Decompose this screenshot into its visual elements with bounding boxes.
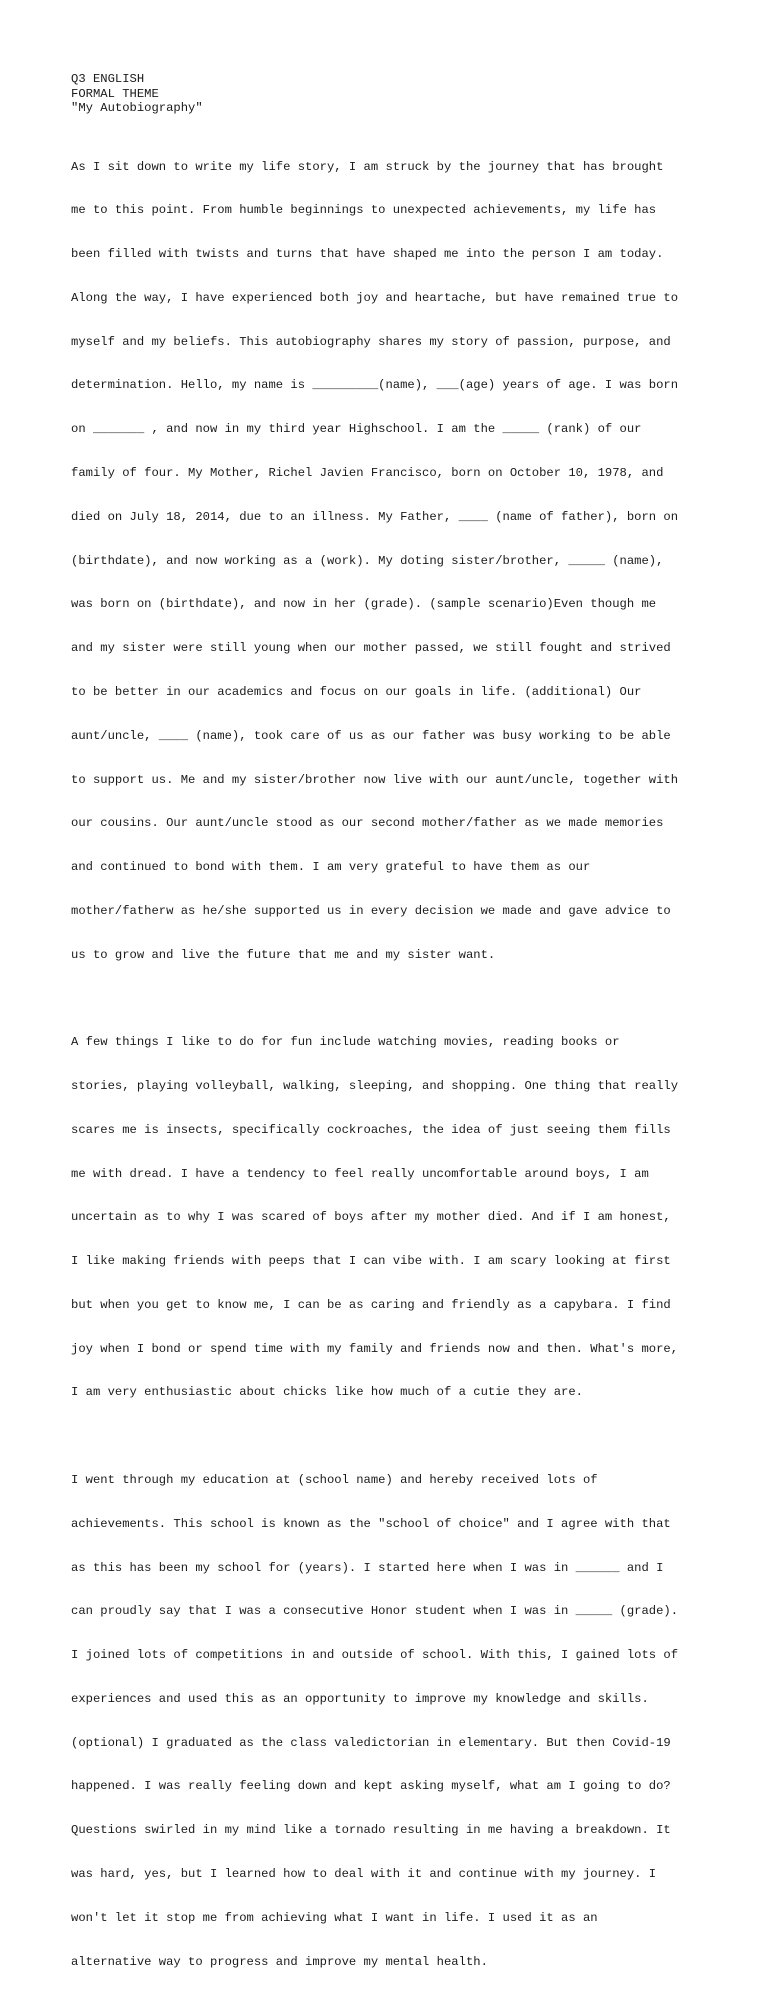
document-page — [71, 72, 711, 1998]
document-header — [71, 72, 711, 116]
text-line: me to this point. From humble beginnings to unexpected achievements, my life has — [71, 203, 657, 218]
paragraph-introduction — [71, 130, 711, 991]
text-line: uncertain as to why I was scared of boys after my mother died. And if I am honest, — [71, 1210, 671, 1225]
text-line: as this has been my school for (years). I started here when I was in ______ and I — [71, 1560, 664, 1575]
text-line: (optional) I graduated as the class valedictorian in elementary. But then Covid-19 — [71, 1735, 671, 1750]
text-line: experiences and used this as an opportunity to improve my knowledge and skills. — [71, 1691, 649, 1706]
text-line: to support us. Me and my sister/brother now live with our aunt/uncle, together with — [71, 772, 679, 787]
text-line: me with dread. I have a tendency to feel really uncomfortable around boys, I am — [71, 1166, 649, 1181]
text-line: happened. I was really feeling down and kept asking myself, what am I going to do? — [71, 1779, 671, 1794]
text-line: achievements. This school is known as the "school of choice" and I agree with that — [71, 1516, 671, 1531]
text-line: Along the way, I have experienced both joy and heartache, but have remained true to — [71, 290, 679, 305]
text-line: was hard, yes, but I learned how to deal with it and continue with my journey. I — [71, 1867, 657, 1882]
text-line: Questions swirled in my mind like a tornado resulting in me having a breakdown. It — [71, 1823, 671, 1838]
text-line: stories, playing volleyball, walking, sleeping, and shopping. One thing that really — [71, 1078, 679, 1093]
text-line: family of four. My Mother, Richel Javien Francisco, born on October 10, 1978, and — [71, 466, 664, 481]
text-line: been filled with twists and turns that have shaped me into the person I am today. — [71, 247, 664, 262]
text-line: and continued to bond with them. I am very grateful to have them as our — [71, 860, 591, 875]
text-line: alternative way to progress and improve my mental health. — [71, 1954, 488, 1969]
paragraph-education — [71, 1444, 711, 1998]
text-line: but when you get to know me, I can be as caring and friendly as a capybara. I find — [71, 1297, 671, 1312]
text-line: As I sit down to write my life story, I am struck by the journey that has brought — [71, 159, 664, 174]
text-line: our cousins. Our aunt/uncle stood as our second mother/father as we made memories — [71, 816, 664, 831]
subject-line: Q3 ENGLISH — [71, 72, 145, 86]
text-line: was born on (birthdate), and now in her (grade). (sample scenario)Even though me — [71, 597, 657, 612]
text-line: joy when I bond or spend time with my family and friends now and then. What's more, — [71, 1341, 679, 1356]
text-line: won't let it stop me from achieving what I want in life. I used it as an — [71, 1910, 598, 1925]
text-line: died on July 18, 2014, due to an illness. My Father, ____ (name of father), born on — [71, 509, 679, 524]
theme-line: FORMAL THEME — [71, 86, 159, 101]
paragraph-hobbies — [71, 1006, 711, 1429]
text-line: can proudly say that I was a consecutive Honor student when I was in _____ (grade). — [71, 1604, 679, 1619]
text-line: I joined lots of competitions in and outside of school. With this, I gained lots of — [71, 1648, 679, 1663]
text-line: I went through my education at (school name) and hereby received lots of — [71, 1473, 598, 1487]
text-line: aunt/uncle, ____ (name), took care of us as our father was busy working to be able — [71, 728, 671, 743]
document-title: "My Autobiography" — [71, 101, 203, 116]
text-line: mother/fatherw as he/she supported us in every decision we made and gave advice to — [71, 903, 671, 918]
text-line: determination. Hello, my name is _________(name), ___(age) years of age. I was born — [71, 378, 679, 393]
text-line: I am very enthusiastic about chicks like how much of a cutie they are. — [71, 1385, 583, 1400]
text-line: myself and my beliefs. This autobiography shares my story of passion, purpose, and — [71, 334, 671, 349]
text-line: to be better in our academics and focus on our goals in life. (additional) Our — [71, 684, 642, 699]
text-line: and my sister were still young when our mother passed, we still fought and strived — [71, 641, 671, 656]
text-line: (birthdate), and now working as a (work). My doting sister/brother, _____ (name), — [71, 553, 664, 568]
text-line: on _______ , and now in my third year Highschool. I am the _____ (rank) of our — [71, 422, 642, 437]
text-line: A few things I like to do for fun include watching movies, reading books or — [71, 1035, 620, 1050]
text-line: I like making friends with peeps that I can vibe with. I am scary looking at first — [71, 1254, 671, 1269]
text-line: scares me is insects, specifically cockroaches, the idea of just seeing them fills — [71, 1122, 671, 1137]
text-line: us to grow and live the future that me and my sister want. — [71, 947, 496, 962]
